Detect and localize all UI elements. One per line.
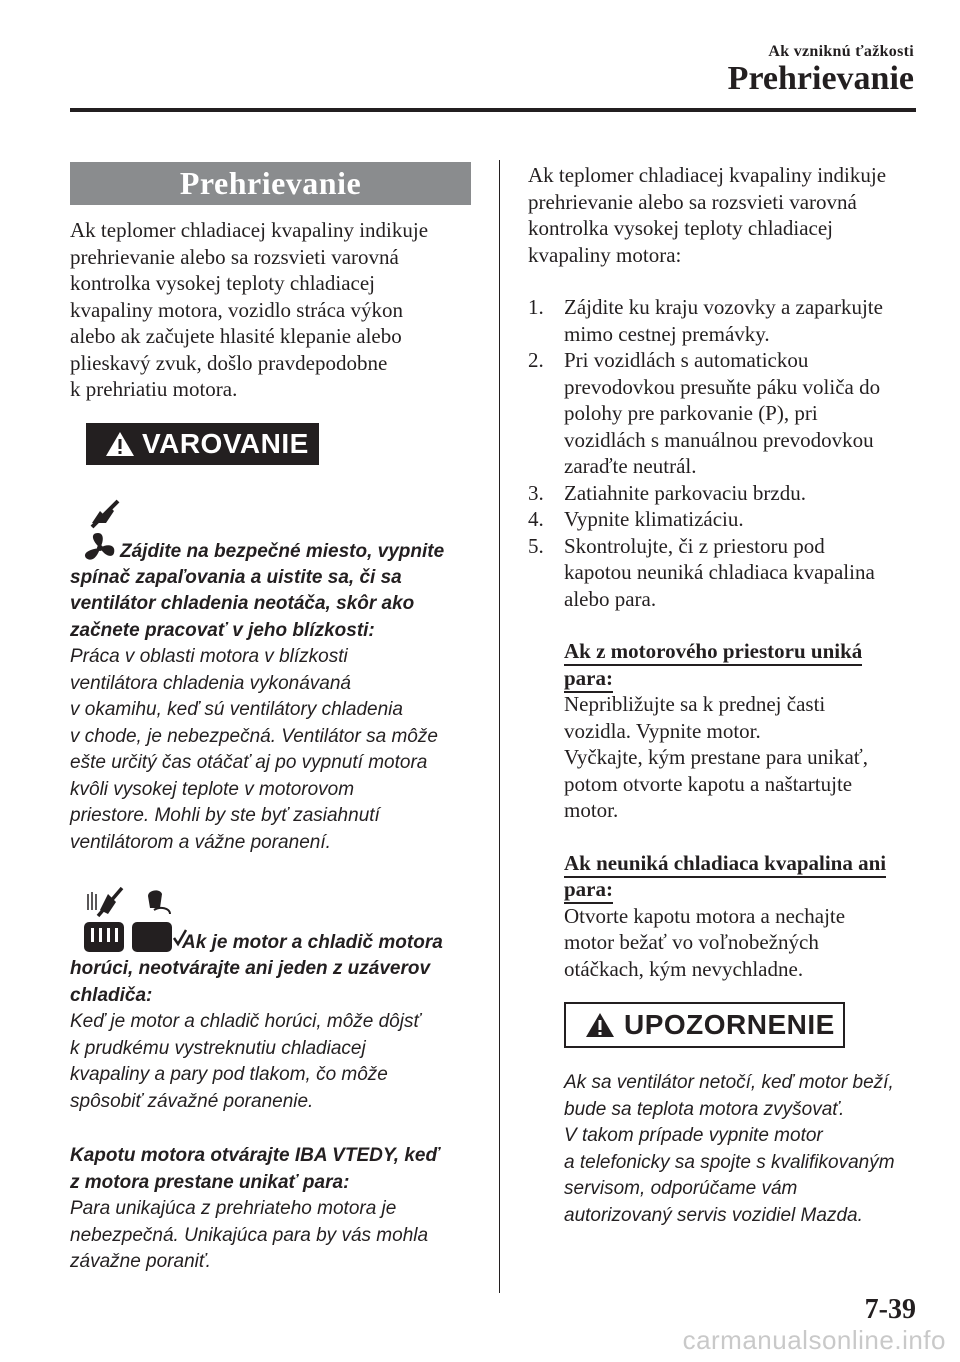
caution-line: a telefonicky sa spojte s kvalifikovaným	[564, 1151, 895, 1173]
intro-line: prehrievanie alebo sa rozsvieti varovná	[70, 244, 399, 269]
subsection-text: Otvorte kapotu motora a nechajte	[564, 903, 846, 928]
subsection-text: vozidla. Vypnite motor.	[564, 718, 761, 743]
warning-item-hood	[70, 1143, 471, 1276]
intro-line: kontrolka vysokej teploty chladiacej	[70, 271, 375, 295]
page-header-title: Prehrievanie	[727, 60, 914, 97]
reservoir-cap-check-icon	[130, 886, 188, 954]
right-column	[528, 162, 918, 1229]
warning-label-box	[86, 423, 319, 465]
subsection-heading: Ak neuniká chladiaca kvapalina ani	[564, 851, 886, 878]
caution-triangle-icon	[584, 1011, 616, 1039]
warning-1-heading: spínač zapaľovania a uistite sa, či sa	[70, 566, 402, 588]
subsection-text: Vyčkajte, kým prestane para unikať,	[564, 745, 869, 769]
warning-3-text: závažne poraniť.	[70, 1251, 211, 1272]
subsection-heading: Ak z motorového priestoru uniká	[564, 639, 862, 666]
step-number: 3.	[528, 480, 544, 505]
step-text: mimo cestnej premávky.	[564, 321, 770, 346]
step-text: kapotou neuniká chladiaca kvapalina	[564, 560, 875, 584]
caution-line: bude sa teplota motora zvyšovať.	[564, 1098, 845, 1120]
right-intro-line: prehrievanie alebo sa rozsvieti varovná	[528, 189, 857, 214]
step-text: zaraďte neutrál.	[564, 454, 697, 478]
warning-1-text: v okamihu, keď sú ventilátory chladenia	[70, 699, 403, 720]
caution-line: V takom prípade vypnite motor	[564, 1125, 823, 1146]
subsection-text: Nepribližujte sa k prednej časti	[564, 692, 826, 716]
warning-1-heading: ventilátor chladenia neotáča, skôr ako	[70, 593, 415, 614]
no-hand-icon	[88, 497, 122, 531]
warning-item-fan	[70, 495, 471, 857]
step-item	[528, 294, 918, 347]
warning-1-text: Práca v oblasti motora v blízkosti	[70, 646, 348, 667]
warning-3-text: nebezpečná. Unikajúca para by vás mohla	[70, 1224, 429, 1246]
warning-1-text: kvôli vysokej teplote v motorovom	[70, 778, 355, 800]
step-text: alebo para.	[564, 586, 657, 611]
left-column	[70, 162, 471, 1276]
watermark: carmanualsonline.info	[682, 1325, 946, 1355]
subsection-text: otáčkach, kým nevychladne.	[564, 956, 804, 981]
warning-1-text: v chode, je nebezpečná. Ventilátor sa môže	[70, 725, 438, 747]
right-intro-line: Ak teplomer chladiacej kvapaliny indikuje	[528, 163, 887, 187]
caution-label-box	[564, 1002, 845, 1048]
right-intro-paragraph	[528, 162, 918, 268]
warning-triangle-icon	[104, 430, 136, 458]
warning-2-text: kvapaliny a pary pod tlakom, čo môže	[70, 1064, 388, 1085]
warning-1-text: priestore. Mohli by ste byť zasiahnutí	[70, 805, 380, 826]
step-item	[528, 347, 918, 480]
step-text: prevodovkou presuňte páku voliča do	[564, 374, 881, 399]
warning-2-heading: chladiča:	[70, 984, 153, 1006]
step-number: 2.	[528, 348, 544, 372]
step-text: polohy pre parkovanie (P), pri	[564, 401, 818, 425]
warning-1-text: ešte určitý čas otáčať aj po vypnutí motora	[70, 752, 428, 773]
subsection-text: motor bežať vo voľnobežných	[564, 930, 819, 954]
warning-2-text: Keď je motor a chladič horúci, môže dôjsť	[70, 1011, 421, 1032]
subsection-text: potom otvorte kapotu a naštartujte	[564, 771, 853, 796]
intro-line: alebo ak začujete hlasité klepanie alebo	[70, 324, 402, 348]
warning-2-heading: horúci, neotvárajte ani jeden z uzáverov	[70, 958, 431, 979]
step-item	[528, 506, 918, 533]
step-text: Zatiahnite parkovaciu brzdu.	[564, 480, 806, 505]
caution-text	[564, 1070, 918, 1229]
caution-line: Ak sa ventilátor netočí, keď motor beží,	[564, 1072, 894, 1093]
warning-3-heading: z motora prestane unikať para:	[70, 1171, 350, 1193]
step-number: 4.	[528, 507, 544, 531]
step-number: 1.	[528, 295, 544, 319]
warning-label: VAROVANIE	[142, 427, 309, 459]
caution-label: UPOZORNENIE	[624, 1009, 835, 1040]
subsection-text: motor.	[564, 798, 619, 822]
step-item	[528, 533, 918, 613]
warning-1-text: ventilátorom a vážne poranení.	[70, 831, 331, 853]
intro-line: plieskavý zvuk, došlo pravdepodobne	[70, 350, 388, 375]
caution-line: autorizovaný servis vozidiel Mazda.	[564, 1204, 863, 1226]
section-title-banner: Prehrievanie	[70, 162, 471, 205]
step-text: vozidlách s manuálnou prevodovkou	[564, 427, 874, 452]
right-intro-line: kontrolka vysokej teploty chladiacej	[528, 216, 833, 240]
fan-icon	[82, 531, 118, 565]
page-number: 7-39	[864, 1294, 916, 1325]
subsection-heading: para:	[564, 877, 613, 904]
warning-item-radiator	[70, 886, 471, 1115]
warning-1-text: ventilátora chladenia vykonávaná	[70, 672, 351, 694]
step-text: Pri vozidlách s automatickou	[564, 348, 809, 372]
subsection-steam	[564, 638, 918, 824]
step-text: Vypnite klimatizáciu.	[564, 507, 744, 531]
step-text: Skontrolujte, či z priestoru pod	[564, 533, 825, 558]
warning-2-text: spôsobiť závažné poranenie.	[70, 1090, 314, 1112]
subsection-no-steam	[564, 850, 918, 983]
subsection-heading: para:	[564, 666, 613, 693]
warning-2-text: k prudkému vystreknutiu chladiacej	[70, 1037, 366, 1059]
warning-3-text: Para unikajúca z prehriateho motora je	[70, 1198, 397, 1219]
warning-2-heading: Ak je motor a chladič motora	[182, 932, 443, 953]
column-divider	[499, 160, 500, 1293]
step-number: 5.	[528, 533, 544, 558]
intro-line: k prehriatiu motora.	[70, 377, 238, 401]
intro-line: kvapaliny motora, vozidlo stráca výkon	[70, 297, 403, 322]
intro-line: Ak teplomer chladiacej kvapaliny indikuje	[70, 218, 429, 242]
warning-1-heading: začnete pracovať v jeho blízkosti:	[70, 619, 375, 641]
intro-paragraph	[70, 217, 471, 403]
warning-1-heading: Zájdite na bezpečné miesto, vypnite	[120, 540, 445, 562]
step-item	[528, 480, 918, 507]
step-text: Zájdite ku kraju vozovky a zaparkujte	[564, 295, 883, 319]
header-rule	[70, 108, 916, 112]
steps-list	[528, 294, 918, 612]
caution-line: servisom, odporúčame vám	[564, 1178, 798, 1199]
radiator-cap-no-open-icon	[82, 886, 126, 954]
chapter-heading: Ak vzniknú ťažkosti	[768, 43, 914, 60]
warning-3-heading: Kapotu motora otvárajte IBA VTEDY, keď	[70, 1145, 440, 1166]
right-intro-line: kvapaliny motora:	[528, 242, 682, 267]
